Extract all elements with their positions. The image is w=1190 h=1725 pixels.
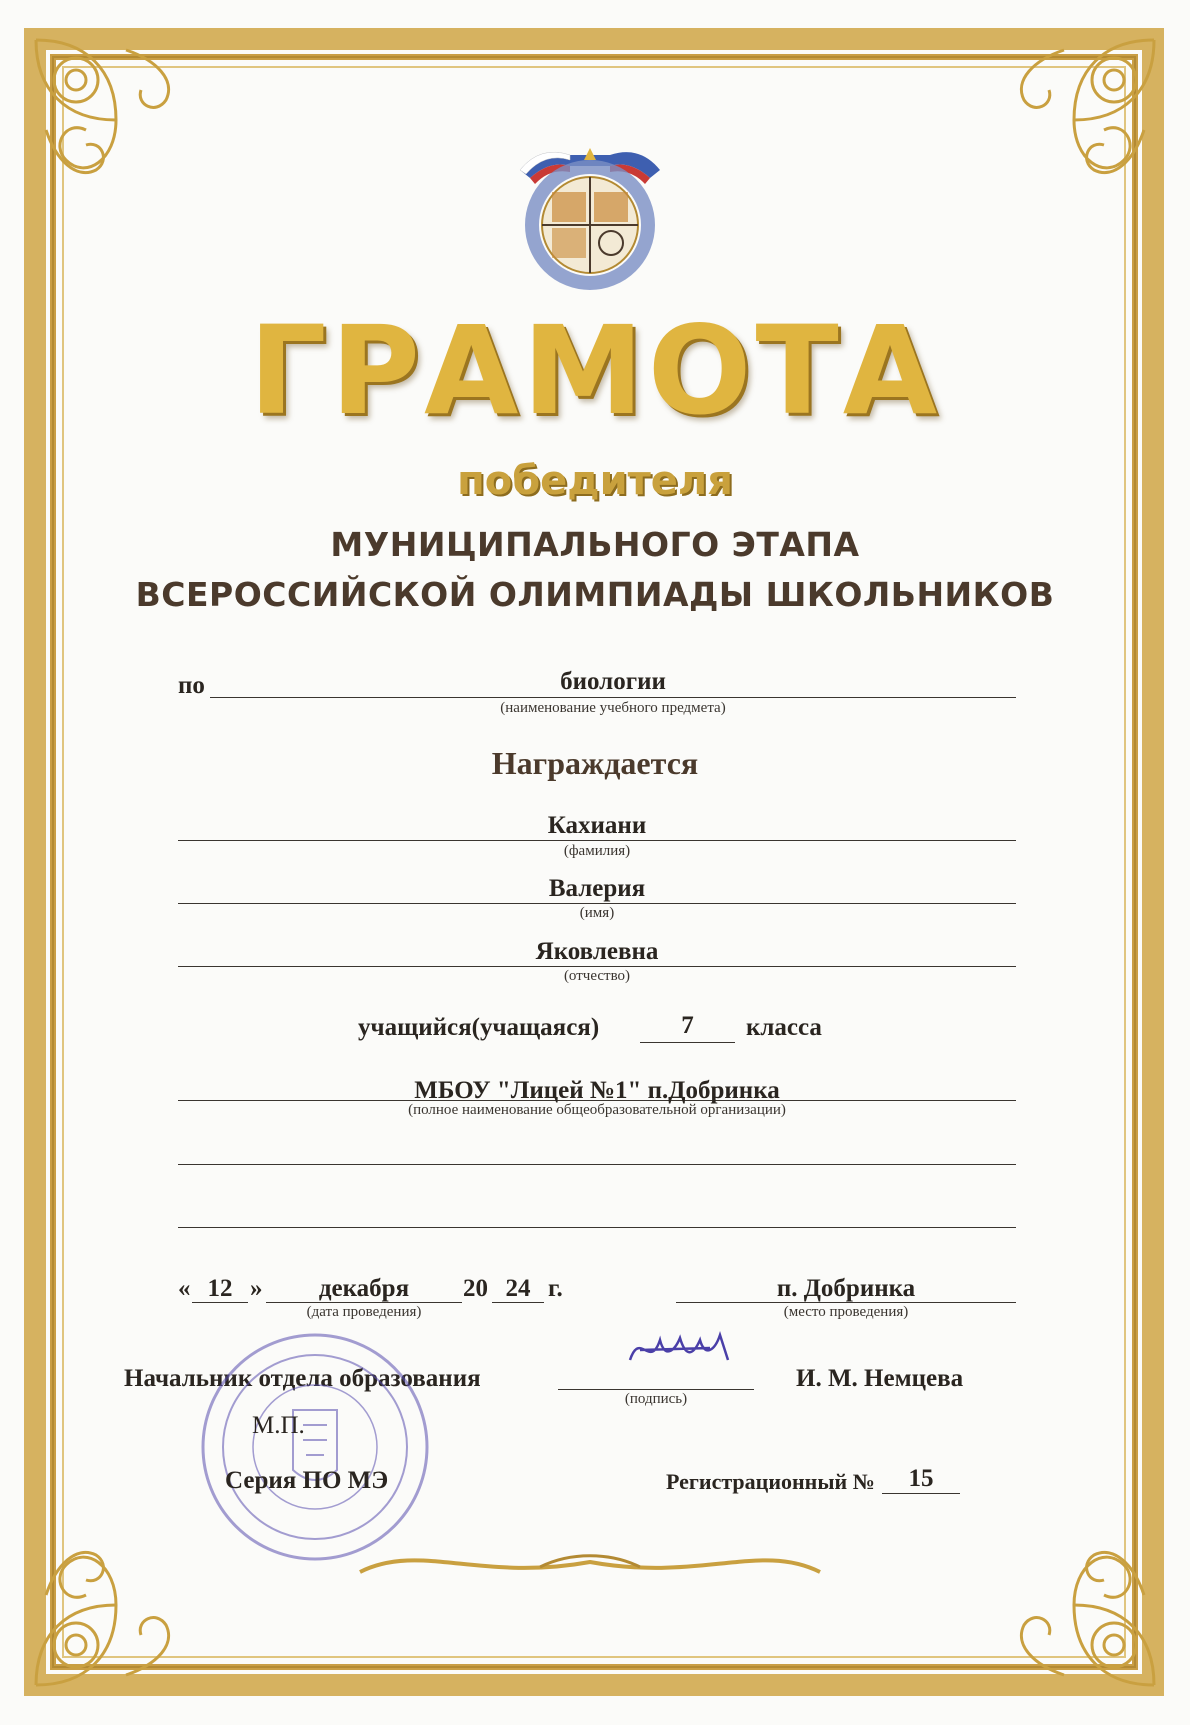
grade-value: 7 [681,1012,694,1039]
date-month: декабря [318,1275,410,1302]
grade-prefix: учащийся(учащаяся) [358,1014,600,1041]
corner-ornament-icon [26,30,226,230]
bottom-ornament-icon [340,1532,840,1592]
grade-suffix: класса [746,1014,822,1041]
date-year-suffix: г. [548,1275,563,1302]
name-value: Валерия [548,875,646,902]
signature-caption: (подпись) [624,1391,688,1407]
official-stamp-icon [198,1330,432,1564]
date-day: 12 [207,1275,233,1302]
heading-line-2: ВСЕРОССИЙСКОЙ ОЛИМПИАДЫ ШКОЛЬНИКОВ [135,575,1055,614]
stamp-label: М.П. [252,1412,305,1439]
signatory-position: Начальник отдела образования [124,1365,481,1392]
patronymic-caption: (отчество) [563,968,631,984]
grade-line [640,1042,735,1043]
date-year: 24 [505,1275,531,1302]
subject-caption: (наименование учебного предмета) [500,700,726,716]
date-caption: (дата проведения) [306,1304,422,1320]
registration-line [882,1493,960,1494]
patronymic-value: Яковлевна [535,938,659,965]
patronymic-line [178,966,1016,967]
school-extra-line [178,1164,1016,1165]
series-label: Серия ПО МЭ [225,1467,389,1494]
subject-prefix: по [178,672,205,699]
date-year-prefix: 20 [463,1275,488,1302]
heading-line-1: МУНИЦИПАЛЬНОГО ЭТАПА [330,525,860,564]
school-extra-line [178,1227,1016,1228]
subject-value: биологии [560,668,666,695]
school-caption: (полное наименование общеобразовательной организации) [408,1102,786,1118]
certificate-subtitle: победителя [457,458,733,504]
place-value: п. Добринка [776,1275,916,1302]
handwritten-signature-icon [620,1320,750,1380]
corner-ornament-icon [964,30,1164,230]
corner-ornament-icon [26,1495,226,1695]
surname-caption: (фамилия) [563,843,631,859]
school-value: МБОУ "Лицей №1" п.Добринка [414,1077,780,1104]
signatory-name: И. М. Немцева [796,1365,964,1392]
place-caption: (место проведения) [783,1304,909,1320]
name-caption: (имя) [579,905,615,921]
registration-value: 15 [908,1465,934,1492]
olympiad-emblem-icon [500,130,680,290]
surname-value: Кахиани [547,812,647,839]
awarded-label: Награждается [491,745,699,781]
signature-line [558,1389,754,1390]
date-open-quote: « [178,1275,191,1302]
subject-line [210,697,1016,698]
surname-line [178,840,1016,841]
corner-ornament-icon [964,1495,1164,1695]
registration-label: Регистрационный № [666,1469,875,1494]
name-line [178,903,1016,904]
certificate-title: ГРАМОТА [248,300,942,442]
date-close-quote: » [250,1275,263,1302]
